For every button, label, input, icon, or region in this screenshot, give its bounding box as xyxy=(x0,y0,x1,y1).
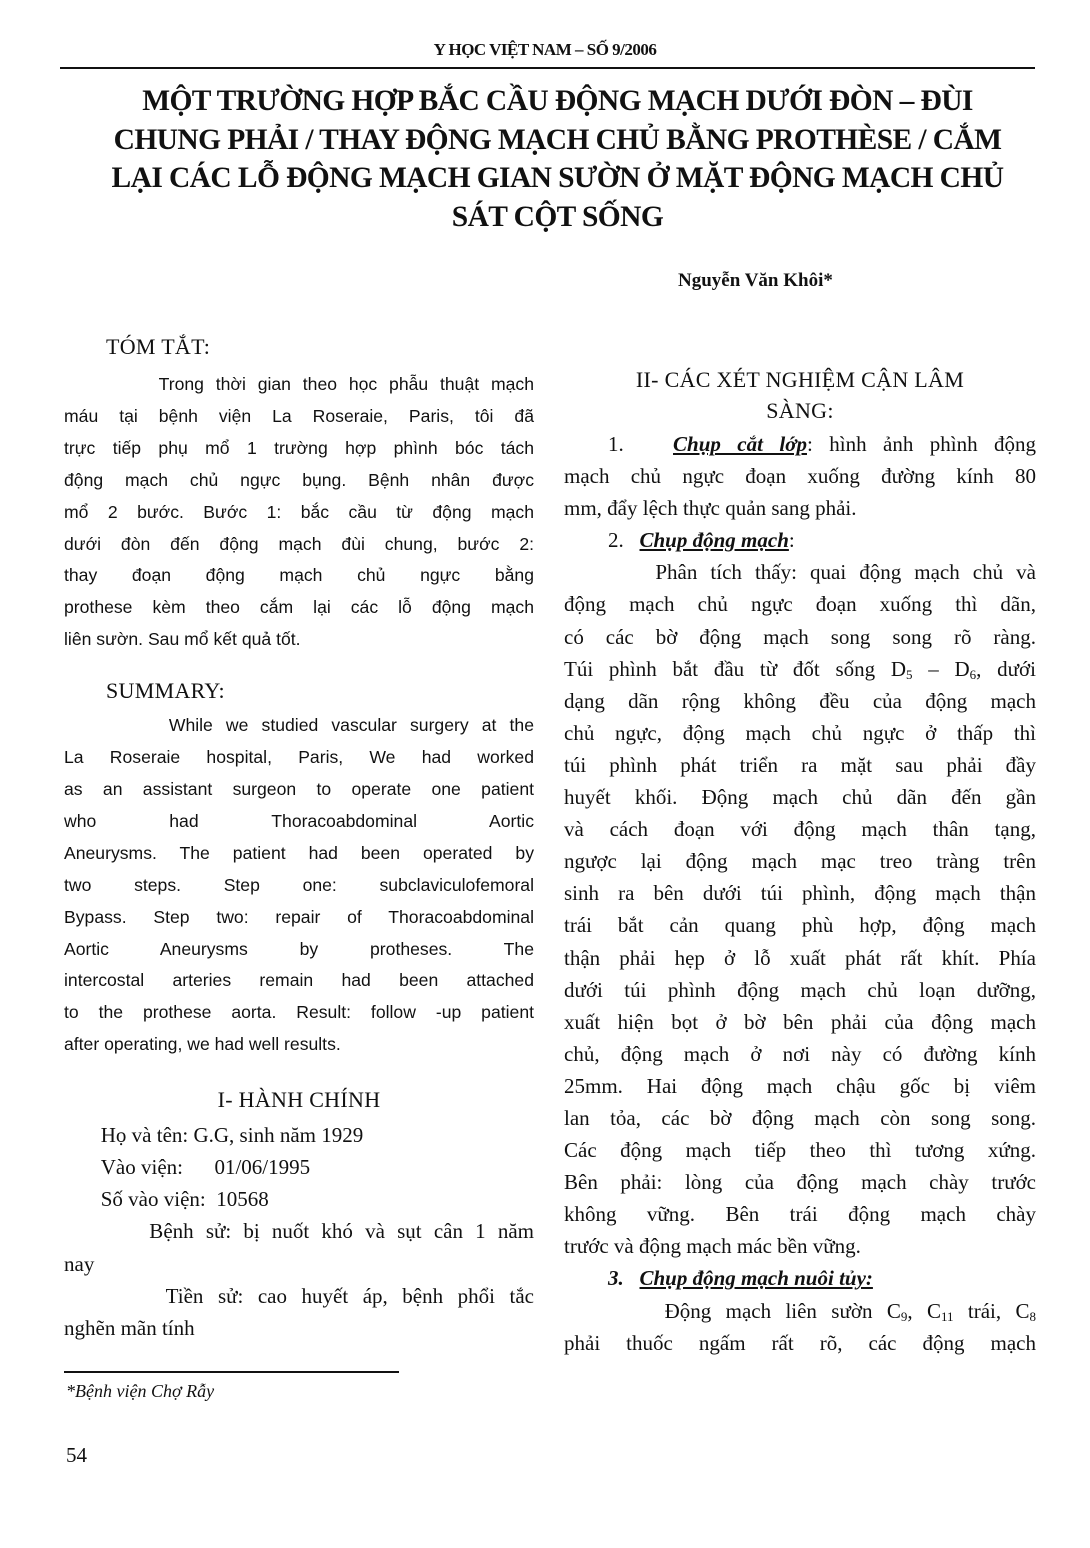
subscript: 11 xyxy=(940,1308,954,1324)
text-line: While we studied vascular surgery at the xyxy=(64,715,534,736)
item-number: 1. xyxy=(608,432,624,456)
text-line: xuất hiện bọt ở bờ bên phải của động mạch xyxy=(564,1009,1036,1034)
text-line: và cách đoạn với động mạch thân tạng, xyxy=(564,817,1036,842)
abstract-vi-heading: TÓM TẮT: xyxy=(106,334,211,359)
item-3-label: Chụp động mạch nuôi tủy: xyxy=(639,1266,873,1291)
text-line: nghẽn mãn tính xyxy=(64,1315,195,1340)
text-line: dạng dãn rộng không đều của động mạch xyxy=(564,688,1036,713)
abstract-en-body xyxy=(64,710,534,1061)
text-line: Aneurysms. The patient had been operated by xyxy=(64,842,534,863)
section-2-body xyxy=(564,428,1036,1359)
author-name: Nguyễn Văn Khôi* xyxy=(678,270,833,291)
text-fragment: , dưới xyxy=(976,656,1036,681)
item-2-suffix: : xyxy=(788,528,795,553)
text-line: dưới đòn đến động mạch đùi chung, bước 2: xyxy=(64,533,534,554)
text-line: mạch chủ ngực đoạn xuống đường kính 80 xyxy=(564,464,1036,489)
text-line: liên sườn. Sau mổ kết quả tốt. xyxy=(64,629,301,650)
text-line: 25mm. Hai động mạch chậu gốc bị viêm xyxy=(564,1073,1036,1098)
text-line: intercostal arteries remain had been attached xyxy=(64,970,534,991)
heading-line: II- CÁC XÉT NGHIỆM CẬN LÂM xyxy=(635,367,965,392)
right-column xyxy=(564,364,1036,1359)
item-3-heading-line xyxy=(564,1262,1036,1294)
item-1-first-line xyxy=(564,428,1036,460)
item-2-heading-line xyxy=(564,524,1036,556)
text-fragment: – D xyxy=(912,656,970,681)
text-line: Vào viện: 01/06/1995 xyxy=(64,1155,311,1180)
title-line: CHUNG PHẢI / THAY ĐỘNG MẠCH CHỦ BẰNG PROTHÈSE / CẮM xyxy=(113,123,1002,156)
text-line: trái bắt cản quang phù hợp, động mạch xyxy=(564,913,1036,938)
text-line: huyết khối. Động mạch chủ dãn đến gần xyxy=(564,785,1036,810)
text-line: Số vào viện: 10568 xyxy=(64,1187,269,1212)
text-line: Các động mạch tiếp theo thì tương xứng. xyxy=(564,1138,1036,1163)
text-line: Họ và tên: G.G, sinh năm 1929 xyxy=(64,1123,364,1148)
text-line: dưới túi phình động mạch chủ loạn dưỡng, xyxy=(564,977,1036,1002)
text-line: trước và động mạch mác bền vững. xyxy=(564,1234,861,1259)
text-line: Bypass. Step two: repair of Thoracoabdominal xyxy=(64,906,534,927)
text-line: Trong thời gian theo học phẫu thuật mạch xyxy=(64,374,534,394)
text-line: có các bờ động mạch song song rõ ràng. xyxy=(564,624,1036,649)
text-fragment: Túi phình bắt đầu từ đốt sống D xyxy=(564,656,907,681)
text-line: Bên phải: lòng của động mạch chày trước xyxy=(564,1170,1036,1195)
text-line: túi phình phát triển ra mặt sau phải đầy xyxy=(564,752,1036,777)
text-line: Aortic Aneurysms by protheses. The xyxy=(64,938,534,959)
text-line: after operating, we had well results. xyxy=(64,1034,341,1055)
text-line: động mạch chủ ngực bụng. Bệnh nhân được xyxy=(64,469,534,490)
text-line: lan tỏa, các bờ động mạch còn song song. xyxy=(564,1105,1036,1130)
text-line-with-subscripts xyxy=(564,653,1036,685)
item-1-label: Chụp cắt lớp xyxy=(673,432,807,456)
text-line: thay đoạn động mạch chủ ngực bằng xyxy=(64,565,534,586)
article-title xyxy=(80,82,1035,236)
title-line: LẠI CÁC LỖ ĐỘNG MẠCH GIAN SƯỜN Ở MẶT ĐỘNG MẠCH CHỦ xyxy=(111,162,1004,194)
text-line: who had Thoracoabdominal Aortic xyxy=(64,810,534,831)
subscript: 6 xyxy=(969,666,977,682)
text-line: phải thuốc ngấm rất rõ, các động mạch xyxy=(564,1330,1036,1355)
text-fragment: Động mạch liên sườn C xyxy=(564,1298,901,1323)
abstract-en-heading: SUMMARY: xyxy=(106,678,225,704)
item-1-text: : hình ảnh phình động xyxy=(806,432,1036,456)
item-number: 3. xyxy=(608,1266,624,1291)
text-line: nay xyxy=(64,1251,95,1276)
section-1-body xyxy=(64,1119,534,1344)
text-line: chủ, động mạch ở nơi này có đường kính xyxy=(564,1041,1036,1066)
item-2-label: Chụp động mạch xyxy=(639,528,789,553)
text-line: sinh ra bên dưới túi phình, động mạch thận xyxy=(564,881,1036,906)
text-line: prothese kèm theo cắm lại các lỗ động mạch xyxy=(64,597,534,618)
footnote: *Bệnh viện Chợ Rẫy xyxy=(66,1381,215,1401)
left-column xyxy=(64,334,534,1344)
title-line: MỘT TRƯỜNG HỢP BẮC CẦU ĐỘNG MẠCH DƯỚI ĐÒN – ĐÙI xyxy=(142,85,973,117)
heading-line: SÀNG: xyxy=(766,398,834,423)
text-line: không vững. Bên trái động mạch chày xyxy=(564,1202,1036,1227)
text-line: ngược lại động mạch mạc treo tràng trên xyxy=(564,849,1036,874)
text-line: máu tại bệnh viện La Roseraie, Paris, tôi đã xyxy=(64,405,534,426)
text-line: to the prothese aorta. Result: follow -up patient xyxy=(64,1002,534,1023)
text-fragment: , C xyxy=(907,1298,941,1323)
subscript: 8 xyxy=(1029,1308,1036,1324)
text-line: Phân tích thấy: quai động mạch chủ và xyxy=(564,560,1036,585)
text-line: chủ ngực, động mạch chủ ngực ở thấp thì xyxy=(564,720,1036,745)
text-line: La Roseraie hospital, Paris, We had worked xyxy=(64,747,534,768)
text-line: two steps. Step one: subclaviculofemoral xyxy=(64,874,534,895)
item-number: 2. xyxy=(608,528,624,553)
section-1-heading: I- HÀNH CHÍNH xyxy=(217,1087,381,1113)
text-line: mm, đẩy lệch thực quản sang phải. xyxy=(564,496,857,521)
text-line: mổ 2 bước. Bước 1: bắc cầu từ động mạch xyxy=(64,501,534,522)
footnote-rule xyxy=(64,1371,399,1373)
text-fragment: trái, C xyxy=(953,1298,1030,1323)
abstract-vi-body xyxy=(64,369,534,656)
text-line: Tiền sử: cao huyết áp, bệnh phổi tắc xyxy=(64,1283,534,1308)
header-rule xyxy=(60,67,1035,69)
text-line: as an assistant surgeon to operate one patient xyxy=(64,778,534,799)
text-line-with-subscripts xyxy=(564,1295,1036,1327)
section-2-heading xyxy=(564,364,1036,426)
title-line: SÁT CỘT SỐNG xyxy=(451,200,664,233)
page-number: 54 xyxy=(66,1443,87,1467)
text-line: động mạch chủ ngực đoạn xuống thì dãn, xyxy=(564,592,1036,617)
running-header: Y HỌC VIỆT NAM – SỐ 9/2006 xyxy=(433,40,657,59)
text-line: thận phải hẹp ở lỗ xuất phát rất khít. Phía xyxy=(564,945,1036,970)
text-line: trực tiếp phụ mổ 1 trường hợp phình bóc tách xyxy=(64,437,534,458)
subscript: 5 xyxy=(906,666,913,682)
subscript: 9 xyxy=(900,1308,908,1324)
text-line: Bệnh sử: bị nuốt khó và sụt cân 1 năm xyxy=(64,1219,534,1244)
